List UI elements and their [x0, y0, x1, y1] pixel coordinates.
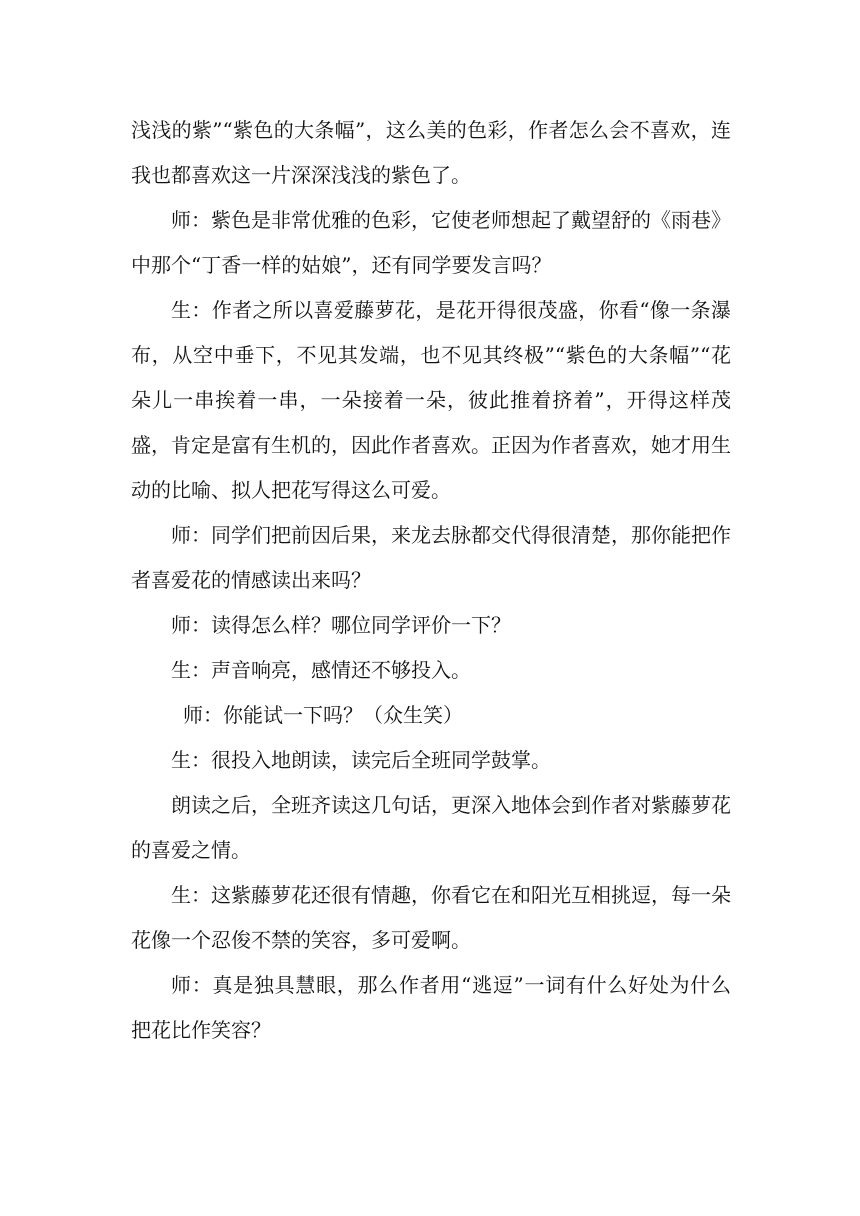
- paragraph-class-reads: 朗读之后，全班齐读这几句话，更深入地体会到作者对紫藤萝花的喜爱之情。: [131, 793, 731, 862]
- paragraph-student-reads: 生：很投入地朗读，读完后全班同学鼓掌。: [171, 748, 551, 772]
- paragraph-teacher-yuxiang: 师：紫色是非常优雅的色彩，它使老师想起了戴望舒的《雨巷》中那个“丁香一样的姑娘”，还有同学要发言吗？: [131, 208, 731, 277]
- paragraph-student-sunlight: 生：这紫藤萝花还很有情趣，你看它在和阳光互相挑逗，每一朵花像一个忍俊不禁的笑容，多可爱啊。: [131, 883, 731, 952]
- document-body: [131, 108, 731, 1053]
- paragraph-teacher-question: 师：真是独具慧眼，那么作者用“逃逗”一词有什么好处为什么把花比作笑容？: [131, 973, 731, 1042]
- paragraph-continuation: 浅浅的紫”“紫色的大条幅”，这么美的色彩，作者怎么会不喜欢，连我也都喜欢这一片深深浅浅的紫色了。: [131, 118, 731, 187]
- paragraph-teacher-evaluate: 师：读得怎么样？哪位同学评价一下？: [171, 613, 511, 637]
- paragraph-student-comment: 生：声音响亮，感情还不够投入。: [171, 658, 471, 682]
- paragraph-teacher-try: 师：你能试一下吗？（众生笑）: [183, 703, 463, 727]
- paragraph-teacher-read-aloud: 师：同学们把前因后果，来龙去脉都交代得很清楚，那你能把作者喜爱花的情感读出来吗？: [131, 523, 731, 592]
- paragraph-student-analysis: 生：作者之所以喜爱藤萝花，是花开得很茂盛，你看“像一条瀑布，从空中垂下，不见其发端，也不见其终极”“紫色的大条幅”“花朵儿一串挨着一串，一朵接着一朵，彼此推着挤着”，开得这样茂盛，肯定是富有生机的，因此作者喜欢。正因为作者喜欢，她才用生动的比喻、拟人把花写得这么可爱。: [131, 298, 731, 502]
